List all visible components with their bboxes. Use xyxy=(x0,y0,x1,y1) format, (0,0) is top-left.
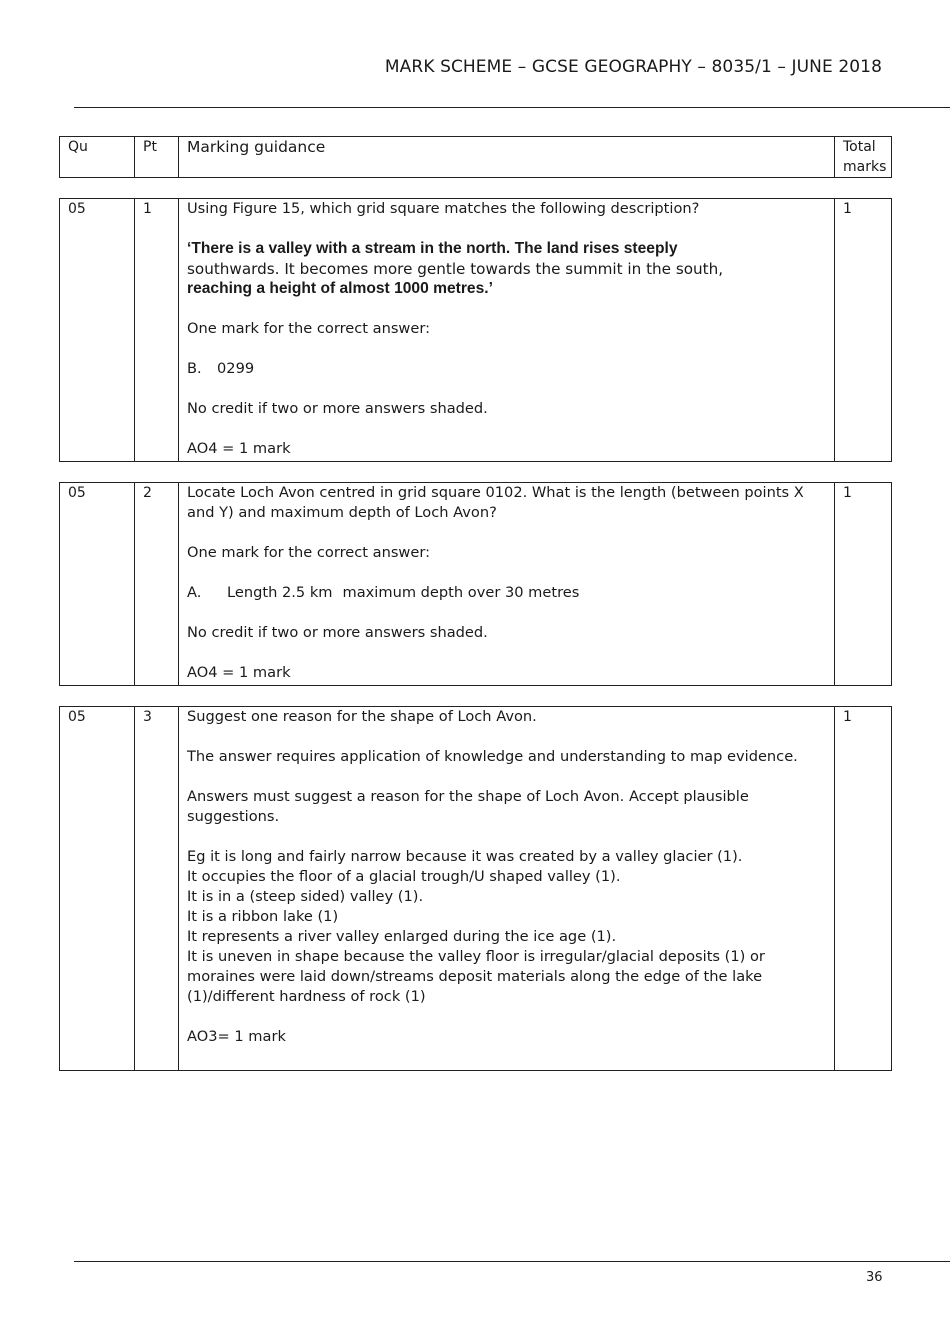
question-text: Using Figure 15, which grid square matches the following description? xyxy=(187,200,700,217)
guidance-intro: The answer requires application of knowledge and understanding to map evidence. xyxy=(187,748,798,765)
question-number: 05 xyxy=(60,483,135,686)
footer-divider xyxy=(74,1261,950,1262)
total-marks: 1 xyxy=(835,483,892,686)
no-credit-note: No credit if two or more answers shaded. xyxy=(187,624,488,641)
question-part: 3 xyxy=(135,707,179,1071)
marking-guidance xyxy=(179,707,835,1071)
header-divider xyxy=(74,107,950,108)
question-text: Locate Loch Avon centred in grid square 0102. What is the length (between points X and Y) and maximum depth of Loch Avon? xyxy=(187,484,804,521)
no-credit-note: No credit if two or more answers shaded. xyxy=(187,400,488,417)
marking-guidance xyxy=(179,483,835,686)
question-part: 1 xyxy=(135,199,179,462)
correct-answer: A. Length 2.5 km maximum depth over 30 metres xyxy=(187,584,580,601)
column-header-table xyxy=(59,136,892,178)
assessment-objective: AO4 = 1 mark xyxy=(187,440,291,457)
mark-instruction: One mark for the correct answer: xyxy=(187,544,431,561)
question-text: Suggest one reason for the shape of Loch Avon. xyxy=(187,708,537,725)
column-header-total: Total marks xyxy=(835,137,892,178)
guidance-instruction: Answers must suggest a reason for the shape of Loch Avon. Accept plausible suggestions. xyxy=(187,788,749,825)
question-part: 2 xyxy=(135,483,179,686)
description-quote: ‘There is a valley with a stream in the north. The land rises steeply southwards. It becomes more gentle towards the summit in the south, reaching a height of almost 1000 metres.’ xyxy=(187,240,724,297)
example-answer: It represents a river valley enlarged during the ice age (1). xyxy=(187,928,617,945)
mark-instruction: One mark for the correct answer: xyxy=(187,320,431,337)
question-table-05-3 xyxy=(59,706,892,1071)
example-answer: It is uneven in shape because the valley floor is irregular/glacial deposits (1) or moraines were laid down/streams deposit materials along the edge of the lake (1)/different hardness of rock (1) xyxy=(187,948,765,1005)
example-answer: It is a ribbon lake (1) xyxy=(187,908,339,925)
question-table-05-1 xyxy=(59,198,892,462)
correct-answer: B. 0299 xyxy=(187,360,255,377)
example-answer: Eg it is long and fairly narrow because it was created by a valley glacier (1). xyxy=(187,848,743,865)
assessment-objective: AO4 = 1 mark xyxy=(187,664,291,681)
total-marks: 1 xyxy=(835,199,892,462)
document-header-title: MARK SCHEME – GCSE GEOGRAPHY – 8035/1 – JUNE 2018 xyxy=(384,57,882,77)
question-table-05-2 xyxy=(59,482,892,686)
page-number: 36 xyxy=(866,1270,883,1285)
example-answers xyxy=(187,847,834,1007)
total-marks: 1 xyxy=(835,707,892,1071)
marking-guidance xyxy=(179,199,835,462)
example-answer: It occupies the floor of a glacial trough/U shaped valley (1). xyxy=(187,868,621,885)
question-number: 05 xyxy=(60,199,135,462)
example-answer: It is in a (steep sided) valley (1). xyxy=(187,888,424,905)
question-number: 05 xyxy=(60,707,135,1071)
column-header-pt: Pt xyxy=(135,137,179,178)
column-header-qu: Qu xyxy=(60,137,135,178)
column-header-guidance: Marking guidance xyxy=(179,137,835,178)
assessment-objective: AO3= 1 mark xyxy=(187,1028,286,1045)
